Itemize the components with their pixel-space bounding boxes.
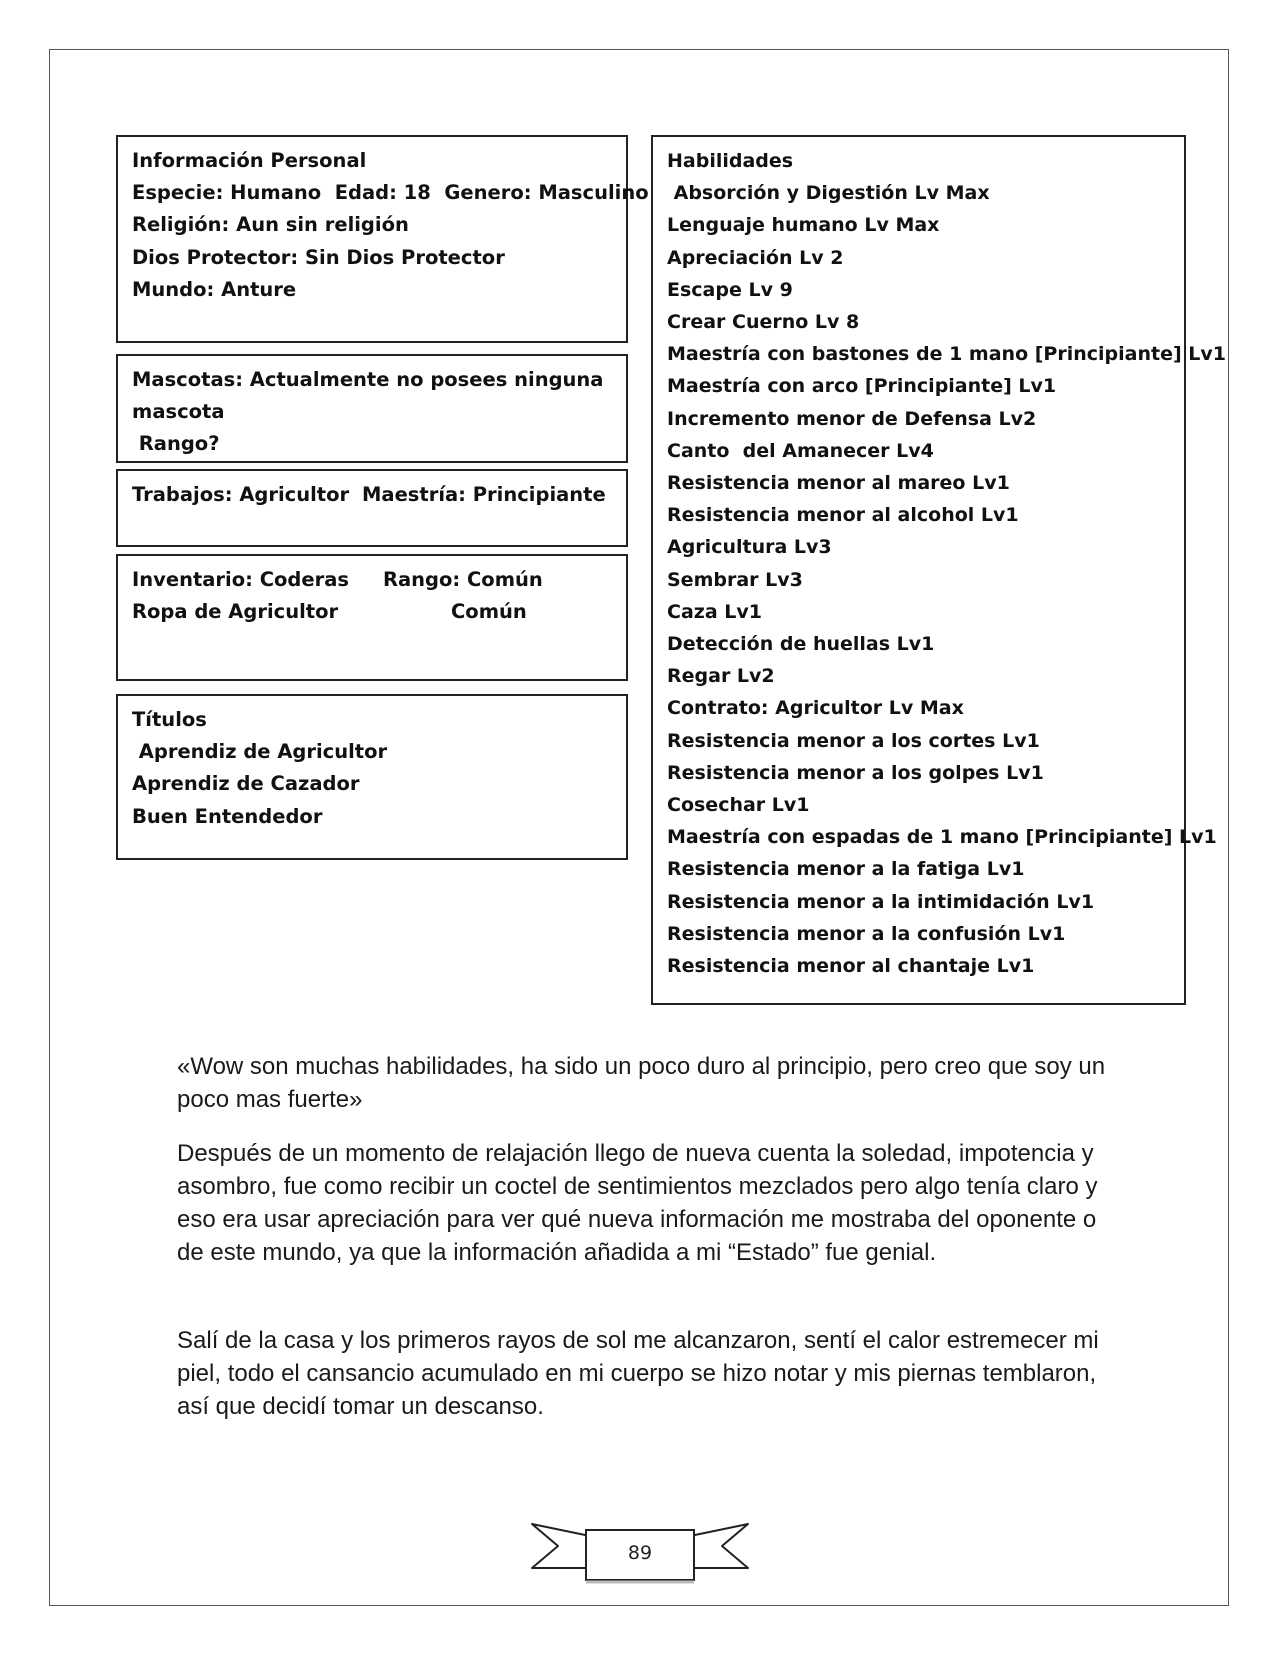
paragraph-dialogue: «Wow son muchas habilidades, ha sido un poco duro al principio, pero creo que soy un poco mas fuerte»	[177, 1053, 1106, 1113]
inventory-item-1: Inventario: Coderas	[132, 568, 349, 591]
skill-item: Absorción y Digestión Lv Max	[667, 182, 990, 205]
info-world: Mundo: Anture	[132, 277, 297, 301]
skill-item: Incremento menor de Defensa Lv2	[667, 407, 1037, 430]
title-item: Buen Entendedor	[132, 804, 323, 828]
skill-item: Sembrar Lv3	[667, 568, 803, 591]
titles-box	[116, 694, 628, 860]
skill-item: Lenguaje humano Lv Max	[667, 214, 940, 237]
paragraph-narration-1: Después de un momento de relajación llego de nueva cuenta la soledad, impotencia y asombro, fue como recibir un coctel de sentimientos mezclados pero algo tenía claro y eso era usar apreciación para ver qué nueva información me mostraba del oponente o de este mundo, ya que la información añadida a mi “Estado” fue genial.	[177, 1140, 1098, 1266]
skill-item: Maestría con bastones de 1 mano [Principiante] Lv1	[667, 343, 1226, 366]
info-religion: Religión: Aun sin religión	[132, 213, 409, 237]
skill-item: Canto del Amanecer Lv4	[667, 439, 934, 462]
job-mastery: Maestría: Principiante	[362, 483, 606, 506]
skill-item: Maestría con arco [Principiante] Lv1	[667, 375, 1057, 398]
skill-item: Cosechar Lv1	[667, 794, 810, 817]
skill-item: Escape Lv 9	[667, 278, 793, 301]
skill-item: Resistencia menor a los cortes Lv1	[667, 729, 1040, 752]
skill-item: Agricultura Lv3	[667, 536, 832, 559]
pets-status: Mascotas: Actualmente no posees ninguna	[132, 368, 604, 391]
skill-item: Resistencia menor al chantaje Lv1	[667, 955, 1035, 978]
titles-heading: Títulos	[132, 708, 207, 731]
inventory-box	[116, 554, 628, 681]
pets-status-cont: mascota	[132, 400, 225, 424]
info-protector-god: Dios Protector: Sin Dios Protector	[132, 245, 505, 269]
skill-item: Resistencia menor al mareo Lv1	[667, 472, 1010, 495]
inventory-rank-2: Común	[451, 600, 527, 624]
inventory-item-2: Ropa de Agricultor	[132, 600, 339, 624]
skill-item: Detección de huellas Lv1	[667, 633, 935, 656]
skill-item: Resistencia menor a la intimidación Lv1	[667, 890, 1095, 913]
skills-heading: Habilidades	[667, 150, 794, 172]
skill-item: Regar Lv2	[667, 665, 775, 688]
paragraph-narration-2: Salí de la casa y los primeros rayos de sol me alcanzaron, sentí el calor estremecer mi piel, todo el cansancio acumulado en mi cuerpo se hizo notar y mis piernas temblaron, así que decidí tomar un descanso.	[177, 1327, 1099, 1420]
pets-rank: Rango?	[132, 432, 220, 456]
personal-info-box	[116, 135, 649, 343]
skill-item: Resistencia menor a la fatiga Lv1	[667, 858, 1025, 881]
page-number: 89	[627, 1542, 653, 1564]
skill-item: Resistencia menor a los golpes Lv1	[667, 761, 1044, 784]
inventory-rank-1: Rango: Común	[383, 568, 543, 591]
skill-item: Crear Cuerno Lv 8	[667, 311, 860, 334]
info-heading: Información Personal	[132, 149, 367, 172]
job-label: Trabajos: Agricultor	[132, 483, 350, 506]
jobs-box	[116, 469, 628, 547]
skill-item: Apreciación Lv 2	[667, 246, 844, 269]
skill-item: Contrato: Agricultor Lv Max	[667, 697, 964, 720]
skill-item: Caza Lv1	[667, 600, 762, 623]
skill-item: Resistencia menor a la confusión Lv1	[667, 922, 1066, 945]
pets-box	[116, 354, 628, 463]
skill-item: Resistencia menor al alcohol Lv1	[667, 504, 1019, 527]
title-item: Aprendiz de Cazador	[132, 772, 360, 796]
skills-box	[651, 135, 1226, 1005]
info-species-age-gender: Especie: Humano Edad: 18 Genero: Masculino	[132, 181, 649, 205]
skill-item: Maestría con espadas de 1 mano [Principiante] Lv1	[667, 826, 1217, 849]
title-item: Aprendiz de Agricultor	[132, 740, 388, 764]
